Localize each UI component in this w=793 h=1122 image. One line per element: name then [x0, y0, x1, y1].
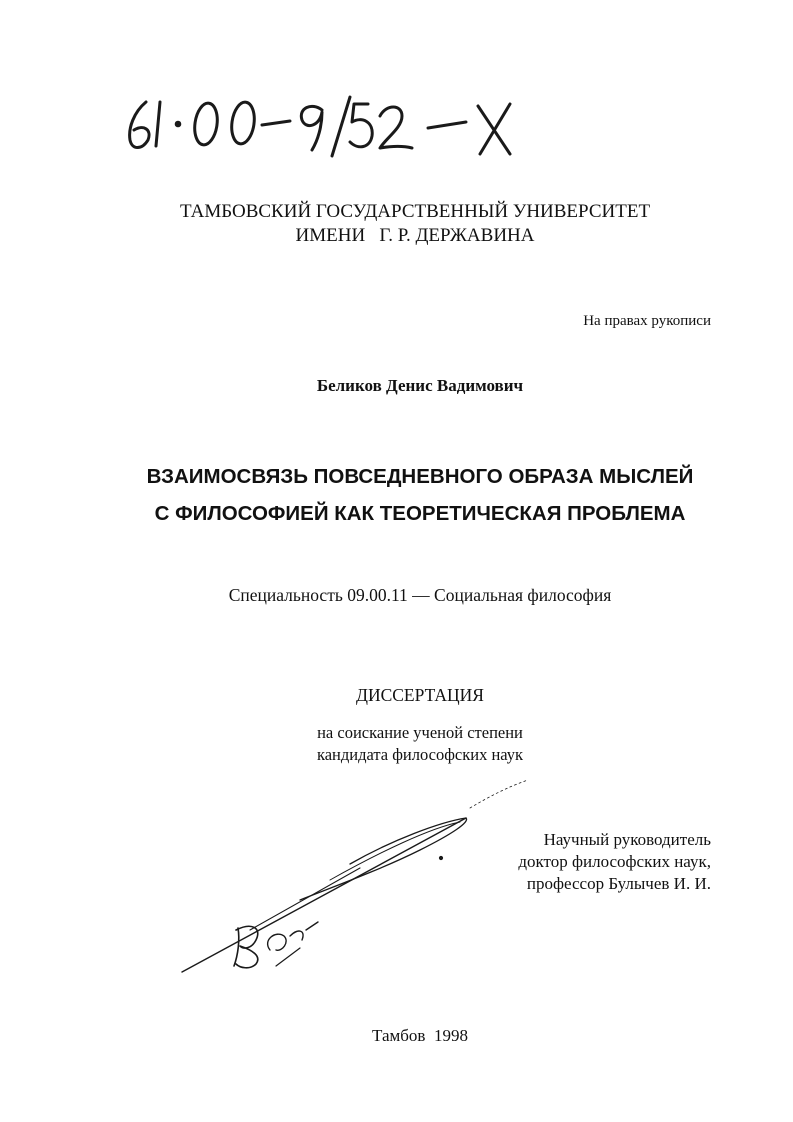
degree-info [170, 722, 670, 766]
title-line-1: ВЗАИМОСВЯЗЬ ПОВСЕДНЕВНОГО ОБРАЗА МЫСЛЕЙ [146, 465, 694, 488]
rights-note: На правах рукописи [583, 313, 711, 329]
dissertation-title [60, 458, 780, 532]
title-line-2: С ФИЛОСОФИЕЙ КАК ТЕОРЕТИЧЕСКАЯ ПРОБЛЕМА [154, 502, 686, 525]
degree-line-1: на соискание ученой степени [317, 723, 523, 742]
university-line-2: ИМЕНИ Г. Р. ДЕРЖАВИНА [295, 225, 535, 246]
footer-city: Тамбов [372, 1026, 426, 1045]
university-line-1: ТАМБОВСКИЙ ГОСУДАРСТВЕННЫЙ УНИВЕРСИТЕТ [179, 201, 651, 222]
document-type: ДИССЕРТАЦИЯ [356, 685, 484, 705]
adviser-line-2: доктор философских наук, [518, 852, 711, 871]
adviser-line-3: профессор Булычев И. И. [526, 874, 711, 893]
signature-scribble [182, 780, 528, 972]
university-name [130, 200, 700, 248]
adviser-line-1: Научный руководитель [543, 830, 711, 849]
city-year [200, 1026, 640, 1046]
degree-line-2: кандидата философских наук [316, 745, 524, 764]
author-name: Беликов Денис Вадимович [316, 376, 524, 395]
handwritten-archive-code [130, 97, 510, 156]
specialty: Специальность 09.00.11 — Социальная философия [228, 585, 612, 605]
footer-year: 1998 [433, 1026, 468, 1045]
scientific-adviser [518, 829, 711, 895]
